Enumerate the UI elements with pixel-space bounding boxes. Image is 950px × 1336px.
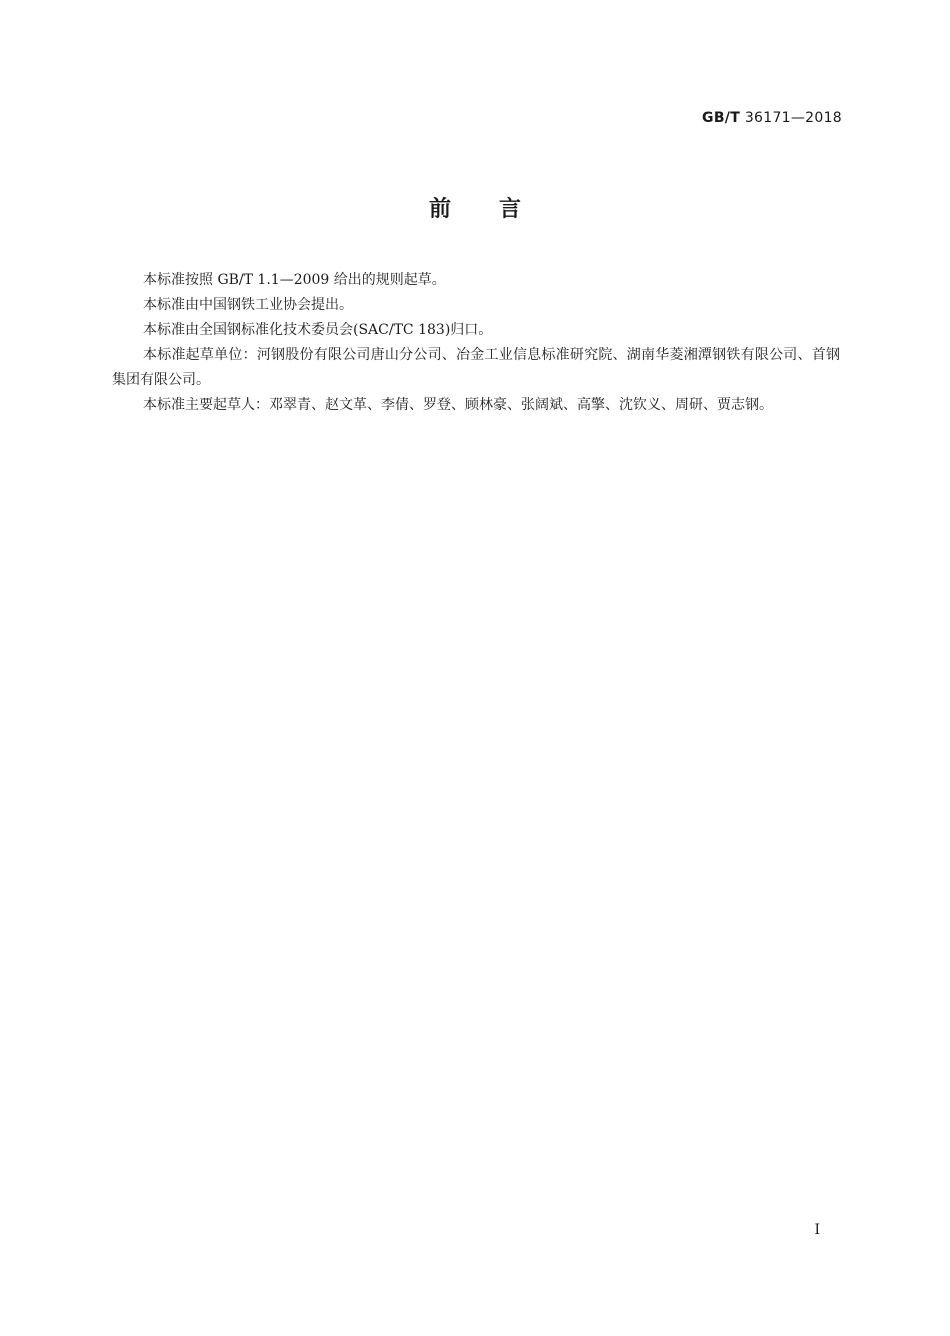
standard-prefix: GB/T (702, 110, 741, 126)
paragraph-proposer: 本标准由中国钢铁工业协会提出。 (143, 297, 353, 313)
paragraph-drafters: 本标准主要起草人：邓翠青、赵文革、李倩、罗登、顾林豪、张阔斌、高擎、沈钦义、周研、贾志钢。 (143, 397, 773, 413)
paragraph-drafting-rules: 本标准按照 GB/T 1.1—2009 给出的规则起草。 (143, 272, 446, 288)
paragraph-committee: 本标准由全国钢标准化技术委员会(SAC/TC 183)归口。 (143, 322, 493, 338)
page-title: 前言 (428, 197, 569, 222)
paragraph-drafting-units: 本标准起草单位：河钢股份有限公司唐山分公司、冶金工业信息标准研究院、湖南华菱湘潭钢铁有限公司、首钢集团有限公司。 (112, 347, 840, 388)
page-number: I (814, 1222, 820, 1238)
standard-code (702, 110, 842, 126)
foreword-body (112, 268, 840, 418)
standard-number: 36171—2018 (740, 110, 842, 126)
